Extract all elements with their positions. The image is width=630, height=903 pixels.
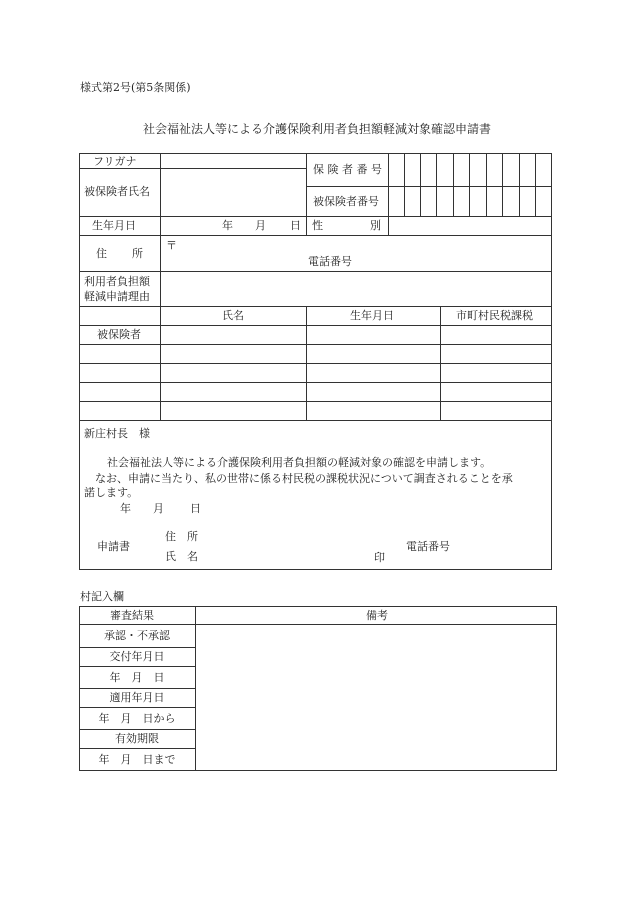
- form-number: 様式第2号(第5条関係): [80, 81, 191, 94]
- declaration-paragraph1: 社会福祉法人等による介護保険利用者負担額の軽減対象の確認を申請します。: [107, 456, 492, 469]
- gender-label-1: 性: [312, 219, 323, 232]
- furigana-label: フリガナ: [93, 155, 137, 168]
- village-section-heading: 村記入欄: [80, 590, 124, 603]
- village-col-notes: 備考: [366, 609, 388, 622]
- applicant-name-label: 氏 名: [165, 550, 198, 563]
- village-col-result: 審査結果: [110, 609, 154, 622]
- insured-row-label: 被保険者: [97, 328, 141, 341]
- insured-number-label: 被保険者番号: [313, 195, 379, 208]
- household-header-birth: 生年月日: [350, 309, 394, 322]
- village-row-approval: 承認・不承認: [104, 629, 170, 642]
- insurer-number-label: 保 険 者 番 号: [313, 163, 382, 176]
- applicant-address-label: 住 所: [165, 530, 198, 543]
- applicant-phone-label: 電話番号: [406, 540, 450, 553]
- household-header-name: 氏名: [222, 309, 244, 322]
- application-month-label: 月: [153, 502, 164, 515]
- insured-name-label: 被保険者氏名: [84, 185, 150, 198]
- village-row-apply-date: 年 月 日から: [98, 712, 176, 725]
- birth-date-label: 生年月日: [92, 219, 136, 232]
- phone-label: 電話番号: [308, 255, 352, 268]
- addressee: 新庄村長 様: [84, 427, 150, 440]
- household-header-tax: 市町村民税課税: [456, 309, 533, 322]
- declaration-paragraph2-line1: なお、申請に当たり、私の世帯に係る村民税の課税状況について調査されることを承: [95, 472, 513, 485]
- application-year-label: 年: [120, 502, 131, 515]
- gender-label-2: 別: [370, 219, 381, 232]
- village-row-apply-date-label: 適用年月日: [109, 691, 165, 704]
- address-label-1: 住: [96, 247, 107, 260]
- declaration-paragraph2-line2: 諾します。: [84, 486, 139, 499]
- reason-label-line2: 軽減申請理由: [84, 290, 150, 303]
- seal-mark: 印: [374, 551, 385, 564]
- applicant-label: 申請書: [97, 540, 130, 553]
- village-row-validity-label: 有効期限: [115, 732, 159, 745]
- form-title: 社会福祉法人等による介護保険利用者負担額軽減対象確認申請書: [143, 122, 492, 136]
- birth-year-label: 年: [222, 219, 233, 232]
- birth-day-label: 日: [290, 219, 301, 232]
- address-label-2: 所: [132, 247, 143, 260]
- reason-label-line1: 利用者負担額: [84, 275, 150, 288]
- birth-month-label: 月: [255, 219, 266, 232]
- village-row-issue-date: 年 月 日: [109, 671, 165, 684]
- village-row-validity-date: 年 月 日まで: [98, 753, 176, 766]
- application-day-label: 日: [190, 502, 201, 515]
- village-row-issue-date-label: 交付年月日: [109, 650, 165, 663]
- postal-mark: 〒: [166, 239, 177, 252]
